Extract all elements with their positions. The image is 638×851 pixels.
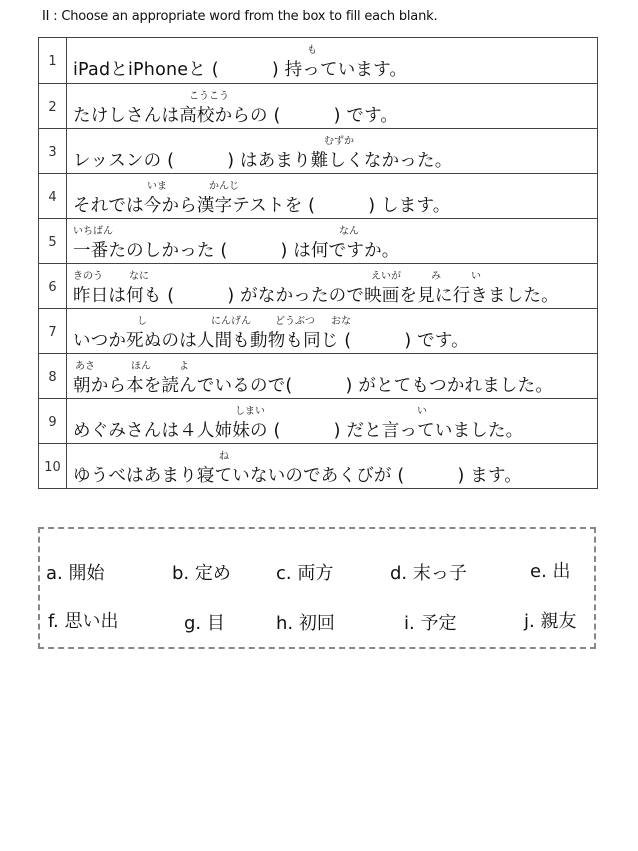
- word-option: e. 出: [530, 561, 571, 582]
- furigana: むずか: [324, 136, 354, 147]
- question-number: 10: [39, 444, 67, 488]
- furigana: おな: [331, 316, 351, 327]
- question-number: 9: [39, 399, 67, 443]
- furigana: なに: [129, 271, 149, 282]
- word-option: f. 思い出: [48, 611, 119, 632]
- furigana: い: [471, 271, 481, 282]
- question-text: 一番たのしかった ( ) は何ですか。: [73, 241, 400, 261]
- word-option: h. 初回: [276, 613, 335, 634]
- question-row: [39, 83, 597, 128]
- question-text: iPadとiPhoneと ( ) 持っています。: [73, 60, 408, 80]
- word-option: d. 末っ子: [390, 563, 467, 584]
- question-number: 8: [39, 354, 67, 398]
- word-option: g. 目: [184, 613, 225, 634]
- furigana: どうぶつ: [275, 316, 315, 327]
- furigana: ほん: [131, 361, 151, 372]
- question-row: [39, 218, 597, 263]
- furigana: よ: [179, 361, 189, 372]
- instructions: II : Choose an appropriate word from the box to fill each blank.: [42, 9, 438, 24]
- furigana: も: [307, 45, 317, 56]
- question-text: めぐみさんは４人姉妹の ( ) だと言っていました。: [73, 421, 524, 441]
- question-number: 6: [39, 264, 67, 308]
- furigana: えいが: [371, 271, 401, 282]
- furigana: い: [417, 406, 427, 417]
- question-table: [38, 37, 598, 489]
- word-option: i. 予定: [404, 613, 457, 634]
- question-text: たけしさんは高校からの ( ) です。: [73, 106, 399, 126]
- question-row: [39, 38, 597, 83]
- question-row: [39, 128, 597, 173]
- furigana: ね: [219, 451, 229, 462]
- question-row: [39, 263, 597, 308]
- furigana: なん: [339, 226, 359, 237]
- question-number: 1: [39, 38, 67, 83]
- question-number: 4: [39, 174, 67, 218]
- question-text: それでは今から漢字テストを ( ) します。: [73, 196, 451, 216]
- question-row: [39, 443, 597, 488]
- furigana: こうこう: [189, 91, 229, 102]
- word-option: a. 開始: [46, 563, 105, 584]
- word-box: [38, 527, 596, 649]
- question-text: レッスンの ( ) はあまり難しくなかった。: [73, 151, 453, 171]
- furigana: いま: [147, 181, 167, 192]
- furigana: し: [137, 316, 147, 327]
- question-row: [39, 173, 597, 218]
- question-number: 3: [39, 129, 67, 173]
- furigana: いちばん: [73, 226, 113, 237]
- question-text: 昨日は何も ( ) がなかったので映画を見に行きました。: [73, 286, 559, 306]
- furigana: きのう: [73, 271, 103, 282]
- question-row: [39, 308, 597, 353]
- question-text: 朝から本を読んでいるので( ) がとてもつかれました。: [73, 376, 554, 396]
- word-option: j. 親友: [524, 611, 577, 632]
- question-number: 7: [39, 309, 67, 353]
- question-text: ゆうべはあまり寝ていないのであくびが ( ) ます。: [73, 466, 522, 486]
- question-number: 5: [39, 219, 67, 263]
- furigana: にんげん: [211, 316, 251, 327]
- word-option: b. 定め: [172, 563, 231, 584]
- question-number: 2: [39, 84, 67, 128]
- word-option: c. 両方: [276, 563, 334, 584]
- furigana: しまい: [235, 406, 265, 417]
- furigana: み: [431, 271, 441, 282]
- furigana: あさ: [75, 361, 95, 372]
- question-text: いつか死ぬのは人間も動物も同じ ( ) です。: [73, 331, 469, 351]
- question-row: [39, 353, 597, 398]
- furigana: かんじ: [209, 181, 239, 192]
- question-row: [39, 398, 597, 443]
